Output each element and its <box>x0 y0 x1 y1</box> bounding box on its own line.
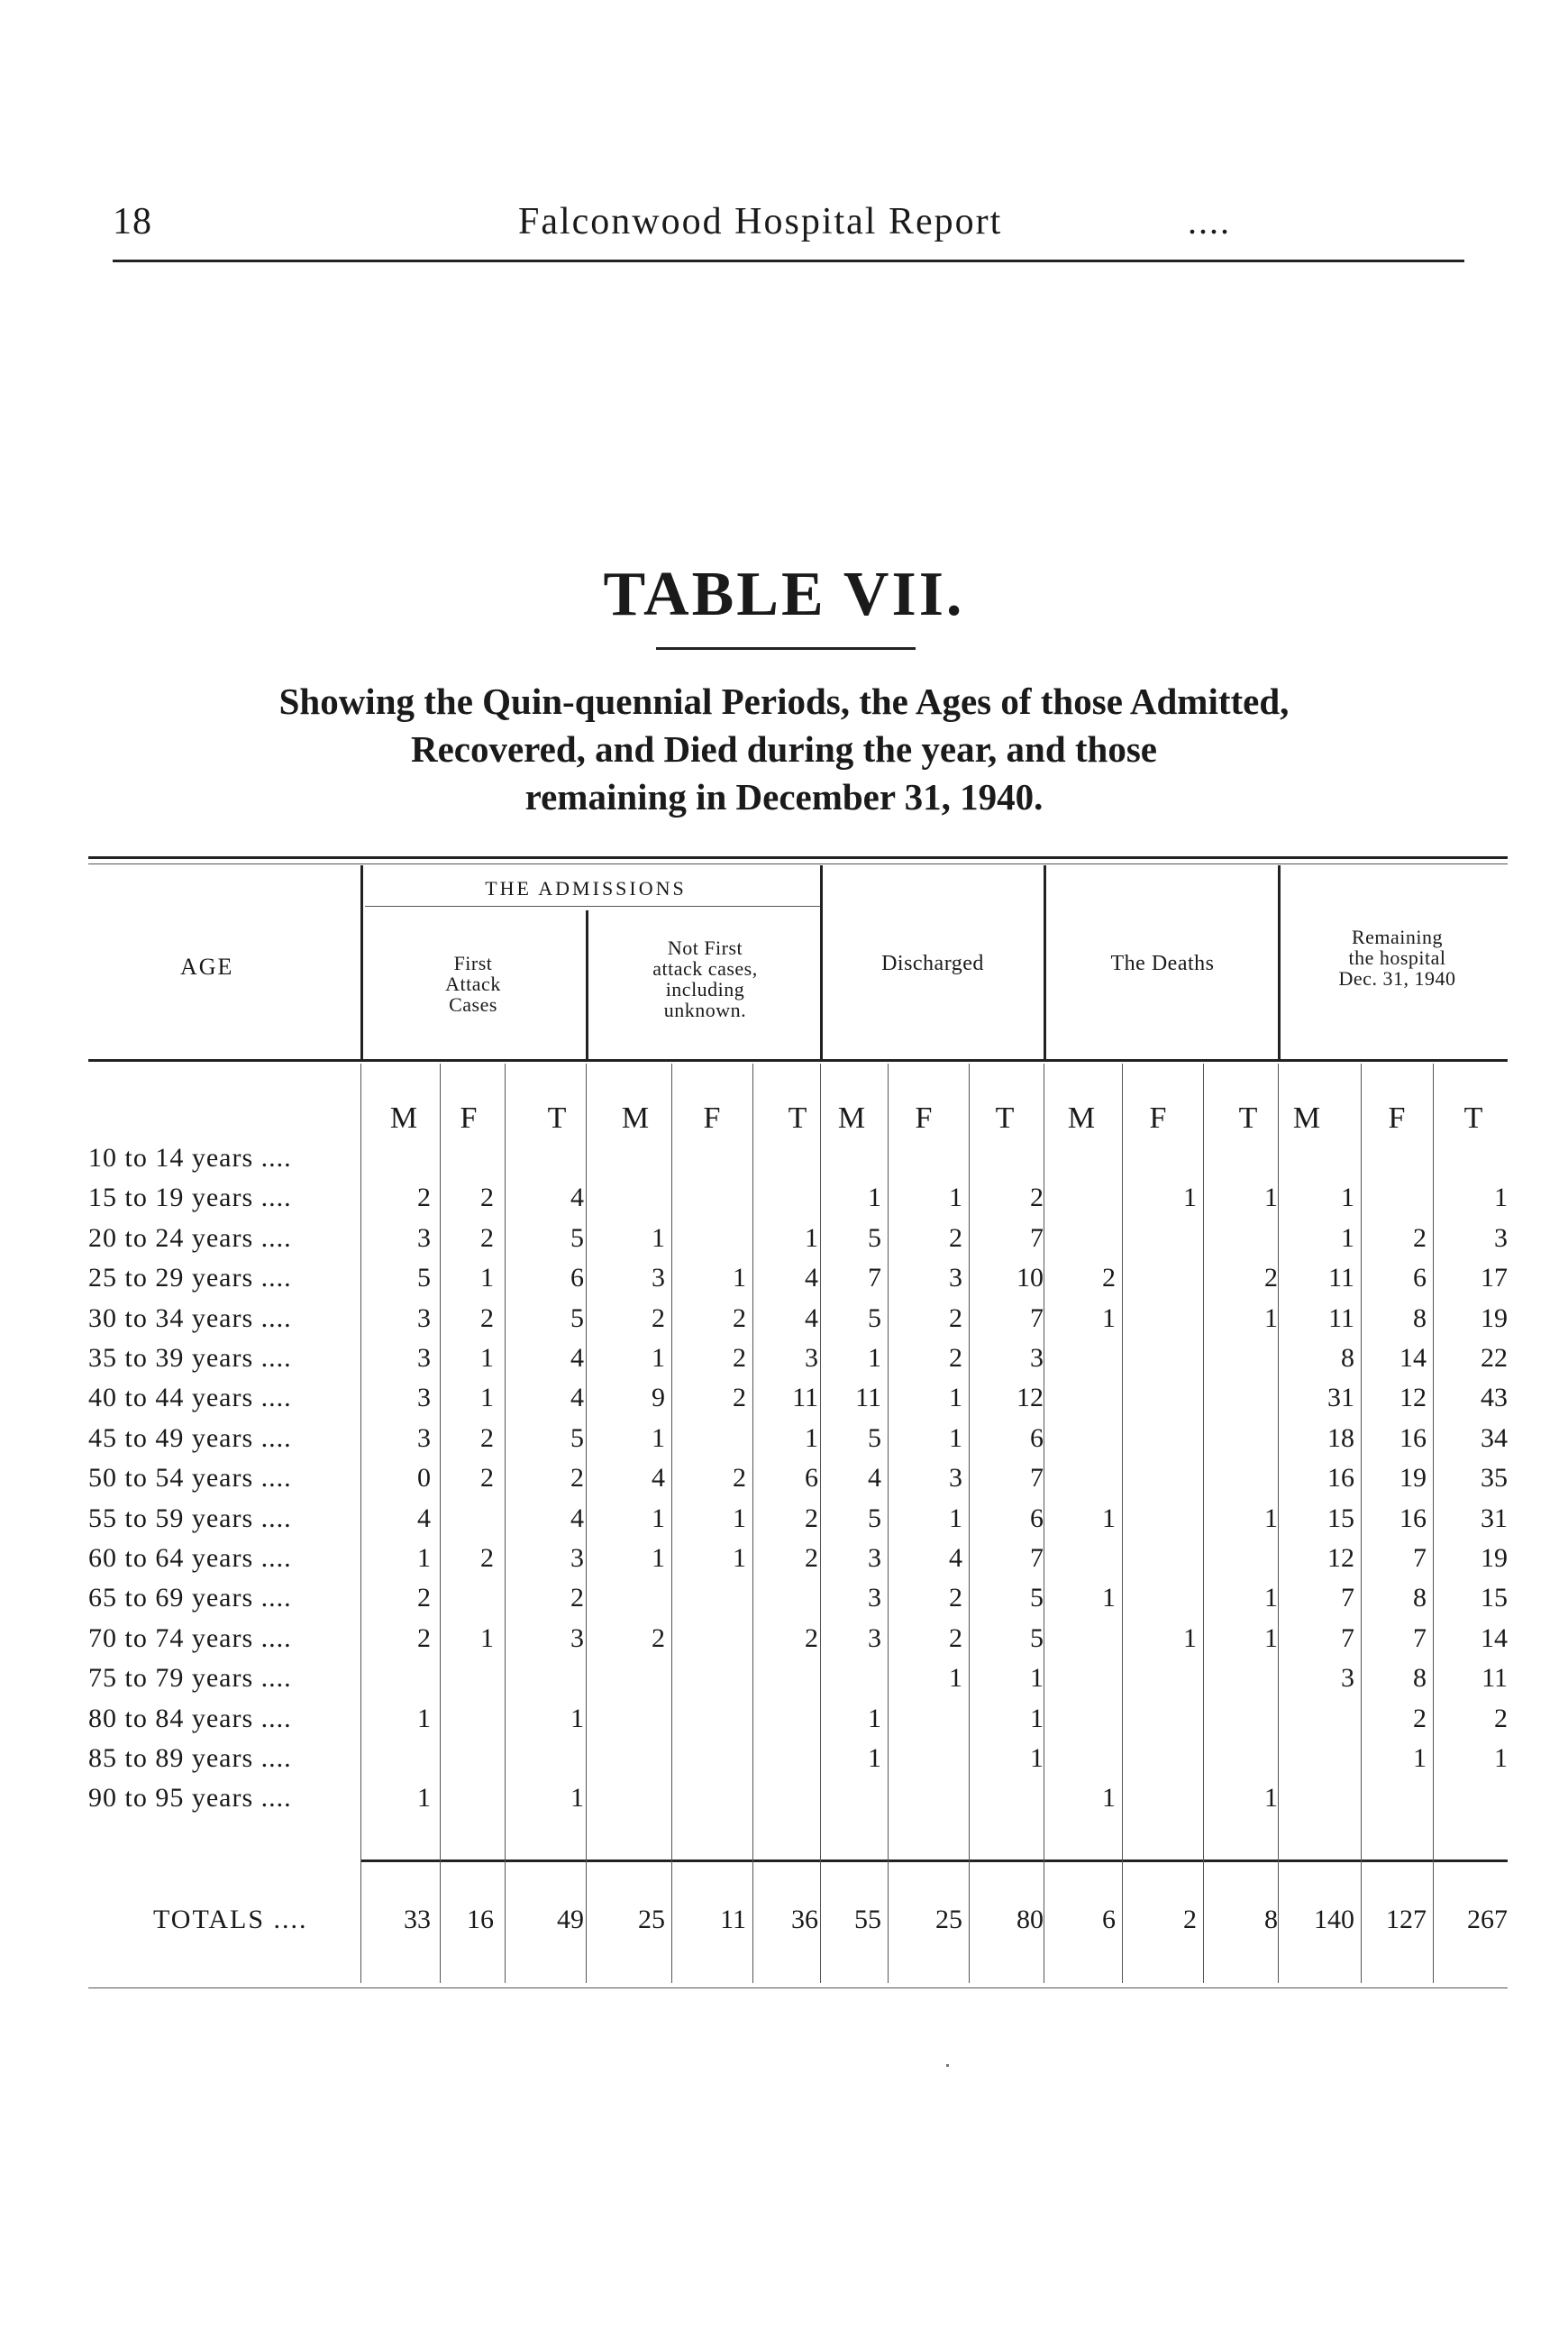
table-cell: 7 <box>1030 1302 1044 1333</box>
table-cell: 4 <box>570 1343 584 1373</box>
table-cell: 11 <box>855 1383 881 1413</box>
table-cell: 2 <box>480 1422 494 1453</box>
table-cell: 3 <box>1341 1663 1354 1694</box>
table-cell: 5 <box>868 1422 881 1453</box>
table-cell: 1 <box>805 1222 818 1253</box>
total-cell: 55 <box>854 1905 881 1934</box>
table-cell: 12 <box>1399 1383 1427 1413</box>
table-cell: 1 <box>1264 1183 1278 1213</box>
table-cell: 2 <box>949 1222 962 1253</box>
age-label: 15 to 19 years .... <box>88 1183 292 1213</box>
table-cell: 6 <box>805 1463 818 1494</box>
table-cell: 5 <box>417 1263 431 1293</box>
subheader-m: M <box>837 1101 866 1135</box>
subheader-t: T <box>788 1101 807 1135</box>
table-cell: 1 <box>1102 1583 1116 1613</box>
table-cell: 34 <box>1481 1422 1508 1453</box>
table-cell: 3 <box>868 1622 881 1653</box>
column-line <box>752 1064 753 1983</box>
table-cell: 3 <box>805 1343 818 1373</box>
table-cell: 7 <box>1341 1622 1354 1653</box>
table-cell: 1 <box>570 1703 584 1733</box>
table-cell: 43 <box>1481 1383 1508 1413</box>
table-cell: 11 <box>1328 1263 1354 1293</box>
table-cell: 2 <box>1494 1703 1508 1733</box>
subheader-m: M <box>621 1101 650 1135</box>
table-cell: 2 <box>949 1583 962 1613</box>
table-cell: 2 <box>480 1222 494 1253</box>
table-cell: 1 <box>480 1263 494 1293</box>
table-top-rule-2 <box>88 863 1508 864</box>
total-cell: 2 <box>1183 1905 1197 1934</box>
table-cell: 17 <box>1481 1263 1508 1293</box>
subheader-m: M <box>1292 1101 1321 1135</box>
table-cell: 2 <box>480 1183 494 1213</box>
column-line <box>505 1064 506 1983</box>
age-label: 10 to 14 years .... <box>88 1143 292 1173</box>
age-label: 25 to 29 years .... <box>88 1263 292 1293</box>
table-cell: 2 <box>805 1543 818 1573</box>
table-cell: 1 <box>1264 1783 1278 1814</box>
table-cell: 1 <box>949 1422 962 1453</box>
table-cell: 0 <box>417 1463 431 1494</box>
table-cell: 3 <box>417 1383 431 1413</box>
table-cell: 6 <box>1413 1263 1427 1293</box>
table-cell: 2 <box>417 1183 431 1213</box>
table-cell: 5 <box>868 1222 881 1253</box>
table-cell: 8 <box>1413 1583 1427 1613</box>
totals-label: TOTALS .... <box>153 1905 308 1934</box>
table-cell: 5 <box>570 1222 584 1253</box>
table-cell: 12 <box>1327 1543 1354 1573</box>
first-attack-line-2: Attack <box>445 973 501 995</box>
table-cell: 3 <box>570 1543 584 1573</box>
divider-discharged <box>1044 865 1046 1059</box>
table-cell: 11 <box>792 1383 818 1413</box>
table-cell: 2 <box>949 1302 962 1333</box>
table-cell: 5 <box>1030 1622 1044 1653</box>
not-first-line-4: unknown. <box>663 999 747 1021</box>
table-cell: 1 <box>1183 1183 1197 1213</box>
table-cell: 2 <box>949 1622 962 1653</box>
table-cell: 11 <box>1328 1302 1354 1333</box>
not-first-line-1: Not First <box>667 937 743 959</box>
table-cell: 14 <box>1481 1622 1508 1653</box>
table-cell: 6 <box>1030 1422 1044 1453</box>
table-caption <box>0 678 1568 821</box>
total-cell: 25 <box>638 1905 665 1934</box>
table-cell: 4 <box>868 1463 881 1494</box>
table-cell: 6 <box>1030 1503 1044 1533</box>
table-cell: 1 <box>1264 1622 1278 1653</box>
table-cell: 1 <box>417 1783 431 1814</box>
table-cell: 31 <box>1481 1503 1508 1533</box>
table-cell: 3 <box>417 1422 431 1453</box>
subheader-t: T <box>995 1101 1015 1135</box>
table-bottom-rule <box>88 1987 1508 1988</box>
total-cell: 33 <box>404 1905 431 1934</box>
age-label: 90 to 95 years .... <box>88 1783 292 1814</box>
table-cell: 1 <box>1030 1663 1044 1694</box>
caption-line-2: Recovered, and Died during the year, and those <box>410 728 1157 770</box>
table-cell: 2 <box>733 1463 746 1494</box>
caption-line-3: remaining in December 31, 1940. <box>524 776 1044 818</box>
total-cell: 6 <box>1102 1905 1116 1934</box>
table-cell: 18 <box>1327 1422 1354 1453</box>
table-cell: 7 <box>868 1263 881 1293</box>
table-cell: 1 <box>1494 1743 1508 1773</box>
table-cell: 16 <box>1399 1503 1427 1533</box>
table-cell: 1 <box>1413 1743 1427 1773</box>
total-cell: 267 <box>1467 1905 1508 1934</box>
subheader-m: M <box>1067 1101 1096 1135</box>
table-cell: 12 <box>1016 1383 1044 1413</box>
table-cell: 16 <box>1327 1463 1354 1494</box>
table-cell: 1 <box>480 1383 494 1413</box>
table-cell: 1 <box>1030 1703 1044 1733</box>
table-cell: 15 <box>1481 1583 1508 1613</box>
age-label: 40 to 44 years .... <box>88 1383 292 1413</box>
age-label: 55 to 59 years .... <box>88 1503 292 1533</box>
table-cell: 1 <box>417 1703 431 1733</box>
table-cell: 1 <box>652 1222 665 1253</box>
table-cell: 1 <box>868 1703 881 1733</box>
table-cell: 4 <box>949 1543 962 1573</box>
table-cell: 2 <box>805 1503 818 1533</box>
age-header: AGE <box>180 954 234 980</box>
age-label: 60 to 64 years .... <box>88 1543 292 1573</box>
table-cell: 1 <box>1183 1622 1197 1653</box>
table-cell: 5 <box>868 1302 881 1333</box>
total-cell: 8 <box>1264 1905 1278 1934</box>
table-cell: 8 <box>1413 1302 1427 1333</box>
running-title: Falconwood Hospital Report <box>518 201 1003 242</box>
table-cell: 1 <box>652 1503 665 1533</box>
table-cell: 3 <box>417 1343 431 1373</box>
table-cell: 1 <box>868 1743 881 1773</box>
table-cell: 31 <box>1327 1383 1354 1413</box>
table-cell: 1 <box>1494 1183 1508 1213</box>
subheader-t: T <box>1463 1101 1483 1135</box>
age-label: 50 to 54 years .... <box>88 1463 292 1494</box>
table-cell: 1 <box>480 1622 494 1653</box>
table-cell: 7 <box>1030 1543 1044 1573</box>
age-label: 85 to 89 years .... <box>88 1743 292 1773</box>
table-cell: 2 <box>733 1302 746 1333</box>
table-cell: 1 <box>868 1343 881 1373</box>
table-cell: 6 <box>570 1263 584 1293</box>
table-cell: 4 <box>570 1503 584 1533</box>
table-cell: 2 <box>480 1463 494 1494</box>
table-cell: 1 <box>949 1503 962 1533</box>
table-cell: 5 <box>570 1302 584 1333</box>
table-cell: 7 <box>1413 1543 1427 1573</box>
not-first-header <box>599 937 811 1020</box>
table-cell: 7 <box>1413 1622 1427 1653</box>
table-cell: 2 <box>1102 1263 1116 1293</box>
table-cell: 4 <box>805 1263 818 1293</box>
table-cell: 2 <box>1264 1263 1278 1293</box>
table-cell: 2 <box>733 1343 746 1373</box>
table-cell: 3 <box>949 1263 962 1293</box>
table-cell: 7 <box>1030 1463 1044 1494</box>
total-cell: 36 <box>791 1905 818 1934</box>
table-cell: 2 <box>480 1302 494 1333</box>
age-label: 70 to 74 years .... <box>88 1622 292 1653</box>
table-cell: 1 <box>652 1343 665 1373</box>
table-cell: 1 <box>949 1663 962 1694</box>
caption-line-1: Showing the Quin-quennial Periods, the Ages of those Admitted, <box>278 681 1290 722</box>
header-bottom-rule <box>88 1059 1508 1062</box>
table-cell: 1 <box>652 1422 665 1453</box>
table-cell: 1 <box>1030 1743 1044 1773</box>
column-line <box>586 1064 587 1983</box>
column-line <box>1361 1064 1362 1983</box>
table-cell: 14 <box>1399 1343 1427 1373</box>
table-cell: 1 <box>480 1343 494 1373</box>
first-attack-header <box>378 953 568 1015</box>
not-first-line-3: including <box>665 978 745 1001</box>
table-cell: 2 <box>805 1622 818 1653</box>
first-attack-line-3: Cases <box>449 993 497 1016</box>
table-cell: 8 <box>1413 1663 1427 1694</box>
table-cell: 9 <box>652 1383 665 1413</box>
table-cell: 1 <box>570 1783 584 1814</box>
table-cell: 1 <box>949 1183 962 1213</box>
table-cell: 1 <box>1264 1503 1278 1533</box>
table-cell: 1 <box>417 1543 431 1573</box>
table-cell: 2 <box>570 1583 584 1613</box>
divider-first <box>586 910 588 1059</box>
table-cell: 1 <box>805 1422 818 1453</box>
table-cell: 35 <box>1481 1463 1508 1494</box>
first-attack-line-1: First <box>453 952 493 974</box>
table-cell: 7 <box>1341 1583 1354 1613</box>
table-cell: 1 <box>1102 1302 1116 1333</box>
table-cell: 2 <box>417 1622 431 1653</box>
column-line <box>969 1064 970 1983</box>
subheader-f: F <box>1388 1101 1406 1135</box>
table-cell: 8 <box>1341 1343 1354 1373</box>
column-line <box>888 1064 889 1983</box>
divider-admissions <box>820 865 823 1059</box>
column-line <box>1203 1064 1204 1983</box>
table-cell: 19 <box>1481 1543 1508 1573</box>
age-label: 75 to 79 years .... <box>88 1663 292 1694</box>
subheader-t: T <box>547 1101 567 1135</box>
table-cell: 7 <box>1030 1222 1044 1253</box>
discharged-header: Discharged <box>881 952 984 975</box>
header-rule <box>113 260 1464 262</box>
total-cell: 25 <box>935 1905 962 1934</box>
table-title: TABLE VII. <box>603 560 965 629</box>
age-label: 65 to 69 years .... <box>88 1583 292 1613</box>
column-line <box>671 1064 672 1983</box>
subheader-f: F <box>703 1101 721 1135</box>
table-cell: 1 <box>1341 1183 1354 1213</box>
table-cell: 4 <box>570 1383 584 1413</box>
table-cell: 2 <box>480 1543 494 1573</box>
column-line <box>360 1064 361 1983</box>
table-cell: 3 <box>1030 1343 1044 1373</box>
age-label: 45 to 49 years .... <box>88 1422 292 1453</box>
remaining-header <box>1287 927 1508 989</box>
table-cell: 1 <box>733 1263 746 1293</box>
table-cell: 2 <box>733 1383 746 1413</box>
table-cell: 15 <box>1327 1503 1354 1533</box>
table-cell: 16 <box>1399 1422 1427 1453</box>
table-cell: 1 <box>733 1503 746 1533</box>
table-cell: 2 <box>417 1583 431 1613</box>
table-cell: 1 <box>1102 1503 1116 1533</box>
total-cell: 16 <box>467 1905 494 1934</box>
table-cell: 3 <box>868 1543 881 1573</box>
divider-deaths <box>1278 865 1281 1059</box>
table-cell: 3 <box>417 1302 431 1333</box>
table-cell: 3 <box>570 1622 584 1653</box>
table-cell: 19 <box>1481 1302 1508 1333</box>
admissions-header: THE ADMISSIONS <box>485 877 687 900</box>
table-cell: 2 <box>1030 1183 1044 1213</box>
table-cell: 2 <box>652 1302 665 1333</box>
table-cell: 3 <box>652 1263 665 1293</box>
table-cell: 3 <box>868 1583 881 1613</box>
subheader-f: F <box>460 1101 478 1135</box>
age-label: 80 to 84 years .... <box>88 1703 292 1733</box>
table-cell: 4 <box>652 1463 665 1494</box>
remaining-line-2: the hospital <box>1348 946 1446 969</box>
not-first-line-2: attack cases, <box>652 957 758 980</box>
total-cell: 80 <box>1016 1905 1044 1934</box>
stray-dot <box>946 2064 949 2067</box>
table-cell: 3 <box>1494 1222 1508 1253</box>
table-cell: 11 <box>1481 1663 1508 1694</box>
total-cell: 140 <box>1314 1905 1354 1934</box>
table-cell: 1 <box>1341 1222 1354 1253</box>
total-cell: 127 <box>1386 1905 1427 1934</box>
table-cell: 19 <box>1399 1463 1427 1494</box>
title-rule <box>656 647 916 650</box>
table-cell: 2 <box>652 1622 665 1653</box>
totals-top-rule <box>360 1859 1508 1862</box>
subheader-f: F <box>1149 1101 1167 1135</box>
age-label: 35 to 39 years .... <box>88 1343 292 1373</box>
subheader-m: M <box>389 1101 418 1135</box>
column-line <box>1433 1064 1434 1983</box>
table-cell: 3 <box>417 1222 431 1253</box>
table-cell: 4 <box>570 1183 584 1213</box>
table-cell: 1 <box>949 1383 962 1413</box>
subheader-t: T <box>1238 1101 1258 1135</box>
subheader-f: F <box>915 1101 933 1135</box>
table-cell: 4 <box>417 1503 431 1533</box>
column-line <box>1122 1064 1123 1983</box>
table-cell: 4 <box>805 1302 818 1333</box>
admissions-rule <box>365 906 820 907</box>
age-label: 20 to 24 years .... <box>88 1222 292 1253</box>
total-cell: 49 <box>557 1905 584 1934</box>
table-cell: 2 <box>570 1463 584 1494</box>
table-cell: 1 <box>868 1183 881 1213</box>
table-cell: 5 <box>570 1422 584 1453</box>
table-cell: 2 <box>949 1343 962 1373</box>
deaths-header: The Deaths <box>1110 952 1215 975</box>
table-cell: 5 <box>1030 1583 1044 1613</box>
table-cell: 1 <box>1264 1302 1278 1333</box>
table-cell: 3 <box>949 1463 962 1494</box>
table-cell: 22 <box>1481 1343 1508 1373</box>
page-number: 18 <box>113 201 152 242</box>
table-cell: 5 <box>868 1503 881 1533</box>
table-cell: 1 <box>1264 1583 1278 1613</box>
table-cell: 2 <box>1413 1222 1427 1253</box>
total-cell: 11 <box>720 1905 746 1934</box>
age-label: 30 to 34 years .... <box>88 1302 292 1333</box>
table-cell: 1 <box>733 1543 746 1573</box>
table-cell: 2 <box>1413 1703 1427 1733</box>
table-cell: 1 <box>652 1543 665 1573</box>
table-cell: 10 <box>1016 1263 1044 1293</box>
running-title-dots: .... <box>1188 201 1231 242</box>
remaining-line-1: Remaining <box>1351 926 1444 948</box>
remaining-line-3: Dec. 31, 1940 <box>1338 967 1456 990</box>
column-line <box>1278 1064 1279 1983</box>
table-cell: 1 <box>1102 1783 1116 1814</box>
table-top-rule <box>88 856 1508 859</box>
